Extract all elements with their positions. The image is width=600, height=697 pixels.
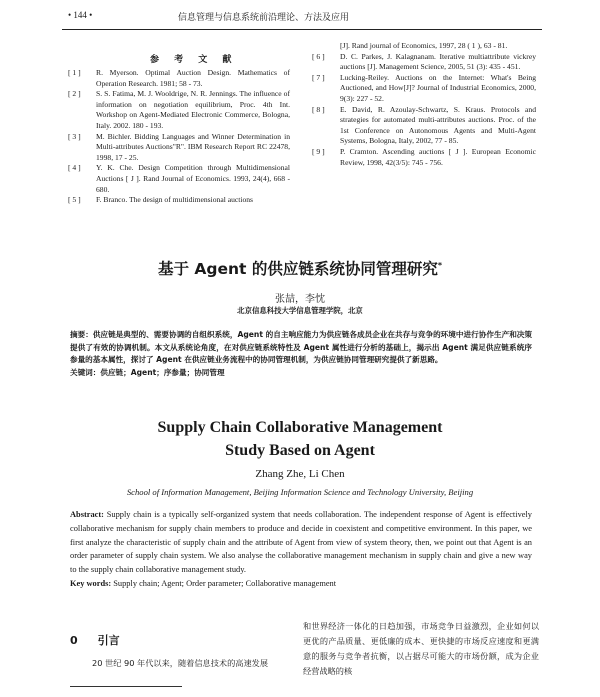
reference-number: [ 3 ] [68, 131, 81, 141]
reference-item [312, 52, 536, 73]
abstract-cn [70, 329, 532, 379]
affiliation-en: School of Information Management, Beijing Information Science and Technology University, Beijing [126, 487, 474, 497]
section-heading-intro [70, 632, 120, 648]
reference-number: [ 7 ] [312, 72, 325, 82]
reference-item [312, 41, 536, 52]
abstract-en-text: Supply chain is a typically self-organized system that needs collaboration. The independent response of Agent is effectively collaborative mechanism for supply chain members to produce and decide in coexistent and competitive environment. In this paper, we first analyze the characteristic of supply chain and the attribute of Agent from view of system theory, then, we point out that Agent is an order parameter of supply chain system. We also analyse the collaborative management mechanism in supply chain and give a new way to the supply chain collaborative management study. [70, 510, 532, 575]
reference-text: Y. K. Che. Design Competition through Multidimensional Auctions [ J ]. Rand Journal of Economics. 1993, 24(4), 668 - 680. [96, 163, 290, 194]
abstract-cn-text: 供应链是典型的、需要协调的自组织系统，Agent 的自主响应能力为供应链各成员企业在共存与竞争的环境中进行协作生产和决策提供了有效的协调机制。本文从系统论角度，在对供应链系统特性及 Agent 属性进行分析的基础上，揭示出 Agent 满足供应链系统序参量的基本属性，探讨了 Agent 在供应链业务流程中的协同管理机制，为供应链协同管理研究提供了新思路。 [70, 330, 533, 365]
abstract-cn-label: 摘要： [70, 330, 93, 339]
references-heading: 参 考 文 献 [150, 55, 238, 65]
reference-number: [ 4 ] [68, 163, 81, 173]
references-right-column [312, 41, 536, 168]
abstract-en [70, 508, 532, 591]
title-text: 基于 Agent 的供应链系统协同管理研究 [157, 260, 438, 278]
intro-text-left: 20 世纪 90 年代以来，随着信息技术的高速发展 [92, 658, 269, 668]
article-title-en [0, 416, 600, 462]
reference-item [68, 132, 290, 164]
reference-number: [ 2 ] [68, 89, 81, 99]
affiliation-cn: 北京信息科技大学信息管理学院，北京 [237, 306, 363, 315]
footnote-rule [70, 686, 182, 687]
reference-number: [ 8 ] [312, 104, 325, 114]
reference-text: [J]. Rand journal of Economics, 1997, 28 ( 1 ), 63 - 81. [340, 41, 508, 50]
reference-item [68, 89, 290, 131]
reference-text: P. Cramton. Ascending auctions [ J ]. European Economic Review, 1998, 42(3/5): 745 - 756. [340, 146, 536, 167]
reference-number: [ 1 ] [68, 68, 81, 77]
reference-item [312, 73, 536, 105]
title-en-line: Supply Chain Collaborative Management [157, 419, 443, 436]
reference-item [68, 68, 290, 89]
title-en-line: Study Based on Agent [225, 442, 375, 459]
page-number: • 144 • [68, 10, 93, 20]
header-rule [62, 29, 542, 30]
abstract-cn-body [70, 329, 532, 367]
keywords-cn-text: 供应链；Agent；序参量；协同管理 [100, 367, 225, 377]
running-title: 信息管理与信息系统前沿理论、方法及应用 [178, 13, 350, 23]
reference-text: S. S. Fatima, M. J. Wooldrige, N. R. Jennings. The influence of information on negotiation equilibrium, Proc. 4th Int. Workshop on Agent-Mediated Electronic Commerce, Bologna, Italy. 2002. 180 - 193. [96, 89, 290, 130]
reference-number: [ 6 ] [312, 51, 325, 61]
reference-text: R. Myerson. Optimal Auction Design. Mathematics of Operation Research. 1981; 58 - 73. [96, 68, 290, 88]
reference-item [312, 147, 536, 168]
reference-item [68, 163, 290, 195]
keywords-en-text: Supply chain; Agent; Order parameter; Collaborative management [111, 578, 337, 588]
keywords-en [70, 577, 532, 591]
keywords-cn-label: 关键词： [70, 367, 101, 377]
intro-text-right: 和世界经济一体化的日趋加强，市场竞争日益激烈，企业如何以更优的产品质量、更低廉的成本、更快捷的市场反应速度和更满意的服务与竞争者抗衡，以占据尽可能大的市场份额，成为企业经营战略的核 [303, 621, 539, 676]
article-title-cn [0, 257, 600, 279]
reference-text: D. C. Parkes, J. Kalagnanam. Iterative multiattribute vickrey auctions [J]. Management Science, 2005, 51 (3): 435 - 451. [340, 51, 536, 72]
abstract-en-label: Abstract: [70, 510, 104, 519]
keywords-cn [70, 367, 532, 380]
keywords-en-label: Key words: [70, 578, 112, 588]
abstract-en-body [70, 508, 532, 577]
reference-text: E. David, R. Azoulay-Schwartz, S. Kraus. Protocols and strategies for automated multi-attributes auctions. Proc. of the 1st Conference on Autonomous Agents and Multi-Agent Systems, Bologna, Italy, 2002, 77 - 85. [340, 104, 536, 146]
title-footnote-mark: * [437, 260, 443, 270]
reference-item [68, 195, 290, 206]
reference-text: F. Branco. The design of multidimensional auctions [96, 195, 254, 205]
reference-text: Lucking-Reiley. Auctions on the Internet: What's Being Auctioned, and How[J]? Journal of Industrial Economics, 2000, 9(3): 227 - 52. [340, 72, 536, 103]
reference-text: M. Bichler. Bidding Languages and Winner Determination in Multi-attributes Auctions"R". IBM Research Report RC 22478, 1998, 17 - 25. [96, 131, 290, 162]
reference-item [312, 105, 536, 147]
references-left-column [68, 68, 290, 206]
authors-en: Zhang Zhe, Li Chen [255, 468, 345, 480]
authors-cn: 张喆，李忱 [275, 294, 325, 305]
reference-number: [ 9 ] [312, 146, 325, 156]
reference-number: [ 5 ] [68, 195, 81, 205]
section-number: 0 [70, 634, 78, 647]
section-title: 引言 [97, 634, 120, 647]
